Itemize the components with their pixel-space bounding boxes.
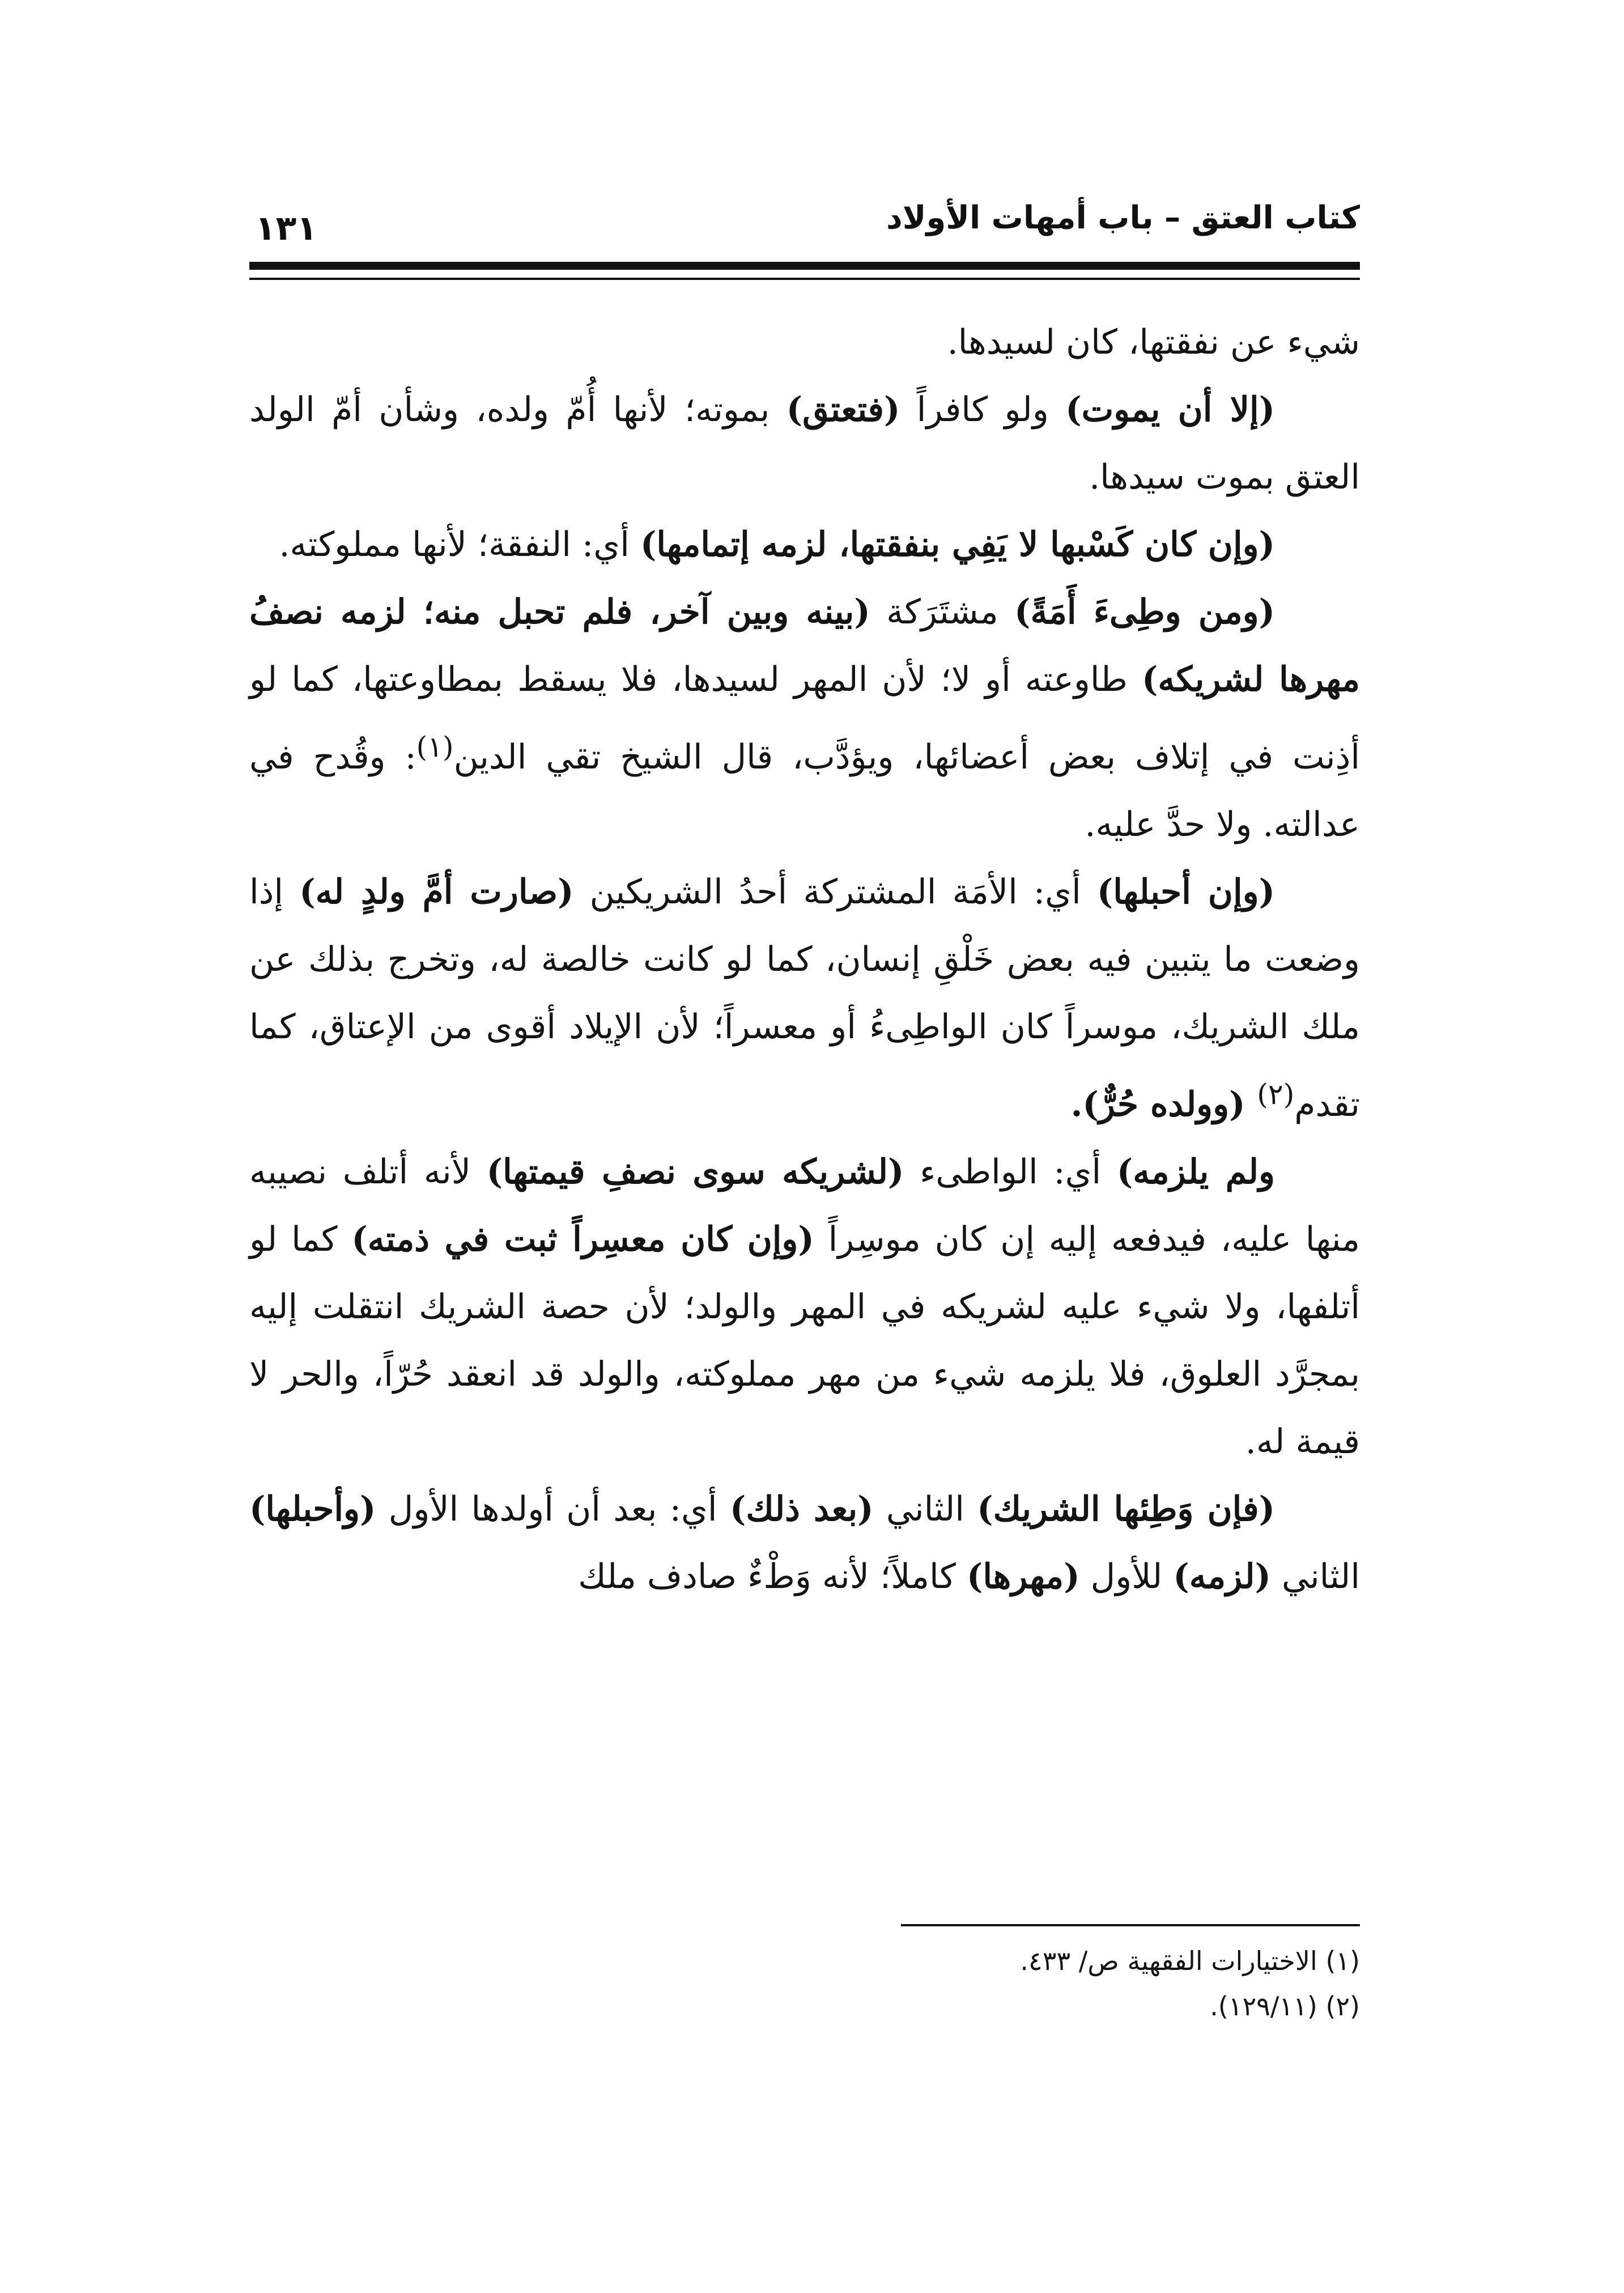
- header-rule-thick: [249, 262, 1360, 270]
- running-header: [249, 187, 1360, 261]
- bold-run: (وولده حُرٌّ).: [1070, 1085, 1257, 1124]
- footnotes: [737, 1938, 1360, 2029]
- bold-run: (بينه وبين آخر، فلم تحبل منه؛ لزمه نصفُ مهرها لشريكه): [249, 592, 1360, 699]
- text-run: كما لو أتلفها، ولا شيء عليه لشريكه في المهر والولد؛ لأن حصة الشريك انتقلت إليه بمجرَّد العلوق، فلا يلزمه شيء من مهر مملوكته، والولد قد انعقد حُرّاً، والحر لا قيمة له.: [249, 1220, 1360, 1462]
- bold-run: ولم يلزمه): [1116, 1152, 1275, 1192]
- text-run: ولو كافراً: [900, 390, 1066, 430]
- paragraph-1: [249, 309, 1360, 376]
- text-run: كاملاً؛ لأنه وَطْءٌ صادف ملك: [578, 1557, 967, 1596]
- footnote-ref-1[interactable]: (١): [416, 731, 454, 763]
- paragraph-2: [249, 376, 1360, 511]
- bold-run: (مهرها): [966, 1557, 1080, 1596]
- page-number: ١٣١: [255, 209, 317, 248]
- bold-run: (صارت أمَّ ولدٍ له): [299, 872, 574, 912]
- text-run: الثاني: [1270, 1557, 1360, 1596]
- footnote-1: (١) الاختيارات الفقهية ص/ ٤٣٣.: [1020, 1946, 1360, 1976]
- paragraph-7: [249, 1476, 1360, 1611]
- header-rule-thin: [249, 278, 1360, 280]
- text-run: أي: الواطىء: [904, 1152, 1117, 1192]
- main-text: [249, 309, 1360, 1611]
- header-title: كتاب العتق – باب أمهات الأولاد: [886, 199, 1360, 236]
- text-run: إذا وضعت ما يتبين فيه بعض خَلْقِ إنسان، كما لو كانت خالصة له، وتخرج بذلك عن ملك الشريك، موسراً كان الواطِىءُ أو معسراً؛ لأن الإيلاد أقوى من الإعتاق، كما تقدم: [249, 872, 1360, 1124]
- text-run: شيء عن نفقتها، كان لسيدها.: [947, 322, 1360, 362]
- bold-run: (فتعتق): [786, 390, 900, 430]
- bold-run: (بعد ذلك): [729, 1489, 874, 1529]
- bold-run: (إلا أن يموت): [1065, 390, 1275, 430]
- footnote-2: (٢) (١٢٩/١١).: [1210, 1991, 1360, 2022]
- bold-run: (ومن وطِىءَ أَمَةً): [1014, 592, 1275, 632]
- paragraph-3: [249, 511, 1360, 579]
- bold-run: (وإن كان كَسْبها لا يَفِي بنفقتها، لزمه إتمامها): [640, 525, 1275, 564]
- paragraph-6: [249, 1139, 1360, 1476]
- text-run: مشتَرَكة: [870, 592, 1015, 632]
- bold-run: (وإن كان معسِراً ثبت في ذمته): [351, 1220, 814, 1259]
- text-run: : وقُدح في عدالته. ولا حدَّ عليه.: [249, 737, 1360, 844]
- paragraph-5: [249, 859, 1360, 1139]
- text-run: للأول: [1079, 1557, 1174, 1596]
- bold-run: (وأحبلها): [249, 1489, 376, 1529]
- text-run: أي: النفقة؛ لأنها مملوكته.: [279, 525, 640, 564]
- text-run: الثاني: [873, 1489, 977, 1529]
- footnote-ref-2[interactable]: (٢): [1257, 1078, 1295, 1111]
- text-run: طاوعته أو لا؛ لأن المهر لسيدها، فلا يسقط بمطاوعتها، كما لو أذِنت في إتلاف بعض أعضائها، ويؤدَّب، قال الشيخ تقي الدين: [249, 660, 1360, 777]
- text-run: أي: الأمَة المشتركة أحدُ الشريكين: [573, 872, 1097, 912]
- bold-run: (لشريكه سوى نصفِ قيمتها): [486, 1152, 904, 1192]
- paragraph-4: [249, 579, 1360, 859]
- footnote-separator: [901, 1924, 1360, 1926]
- text-run: أي: بعد أن أولدها الأول: [376, 1489, 730, 1529]
- bold-run: (فإن وَطِئها الشريك): [977, 1489, 1276, 1529]
- text-run: بموته؛ لأنها أُمّ ولده، وشأن أمّ الولد العتق بموت سيدها.: [249, 390, 1360, 497]
- bold-run: (لزمه): [1173, 1557, 1271, 1596]
- text-run: لأنه أتلف نصيبه منها عليه، فيدفعه إليه إن كان موسِراً: [249, 1152, 1360, 1259]
- bold-run: (وإن أحبلها): [1096, 872, 1275, 912]
